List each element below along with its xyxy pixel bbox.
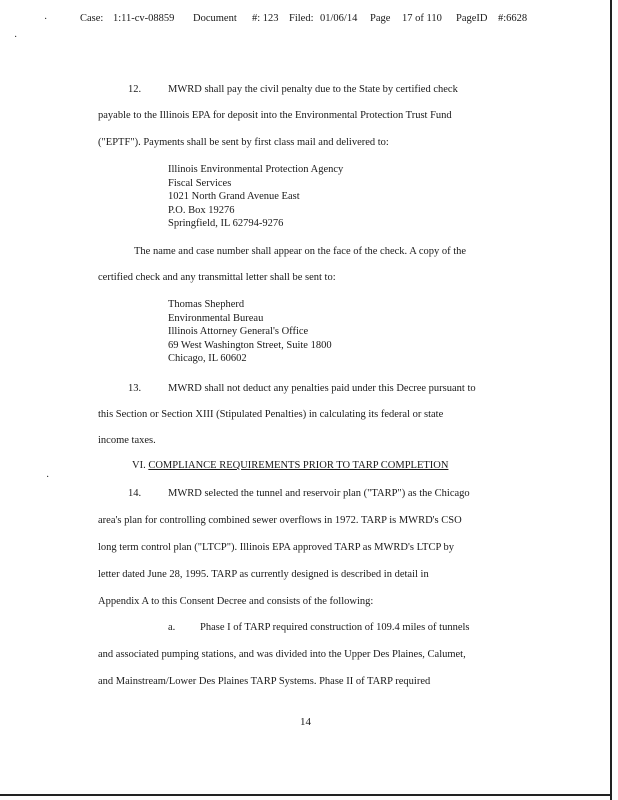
paragraph-12-line: payable to the Illinois EPA for deposit into the Environmental Protection Trust Fund (98, 110, 452, 121)
filed-label: Filed: (289, 13, 314, 24)
pageid-label: PageID (456, 13, 488, 24)
address-line: Illinois Attorney General's Office (168, 326, 309, 337)
address-line: Environmental Bureau (168, 312, 264, 324)
page-edge-bottom (0, 794, 612, 796)
subparagraph-letter: a. (168, 622, 176, 633)
paragraph-number: 12. (128, 84, 142, 95)
address-line: Illinois Environmental Protection Agency (168, 164, 344, 175)
page-edge-right (610, 0, 612, 800)
case-number: 1:11-cv-08859 (113, 13, 175, 24)
paragraph-12-continuation-line: The name and case number shall appear on the face of the check. A copy of the (134, 246, 467, 257)
document-number: #: 123 (252, 13, 279, 24)
address-line: 1021 North Grand Avenue East (168, 191, 300, 202)
paragraph-14-line: Appendix A to this Consent Decree and consists of the following: (98, 596, 374, 607)
paragraph-14-line: long term control plan ("LTCP"). Illinois EPA approved TARP as MWRD's LTCP by (98, 542, 455, 553)
subparagraph-a-line: Phase I of TARP required construction of 109.4 miles of tunnels (200, 622, 470, 633)
address-line: Fiscal Services (168, 177, 232, 189)
section-title: COMPLIANCE REQUIREMENTS PRIOR TO TARP COMPLETION (148, 460, 449, 471)
address-block-illinois-epa (168, 163, 343, 231)
case-label: Case: (80, 13, 104, 24)
paragraph-13-line: MWRD shall not deduct any penalties paid under this Decree pursuant to (168, 383, 476, 394)
address-line: Chicago, IL 60602 (168, 353, 247, 364)
scan-speck: · (14, 32, 18, 43)
document-label: Document (193, 13, 237, 24)
pageid-number: #:6628 (498, 13, 528, 24)
paragraph-13-line: income taxes. (98, 435, 156, 446)
address-line: Springfield, IL 62794-9276 (168, 218, 284, 229)
address-block-attorney-general (168, 298, 332, 366)
address-line: Thomas Shepherd (168, 299, 245, 310)
paragraph-number: 13. (128, 383, 142, 394)
address-line: 69 West Washington Street, Suite 1800 (168, 339, 332, 351)
address-line: P.O. Box 19276 (168, 204, 235, 216)
subparagraph-a-line: and Mainstream/Lower Des Plaines TARP Systems. Phase II of TARP required (98, 676, 431, 687)
paragraph-14-line: area's plan for controlling combined sewer overflows in 1972. TARP is MWRD's CSO (98, 515, 462, 526)
scan-speck: · (46, 472, 50, 483)
paragraph-14-line: MWRD selected the tunnel and reservoir plan ("TARP") as the Chicago (168, 488, 470, 499)
subparagraph-a-line: and associated pumping stations, and was divided into the Upper Des Plaines, Calumet, (98, 649, 466, 660)
paragraph-13-line: this Section or Section XIII (Stipulated Penalties) in calculating its federal or state (98, 409, 444, 420)
paragraph-14-line: letter dated June 28, 1995. TARP as currently designed is described in detail in (98, 569, 429, 580)
page-label: Page (370, 13, 391, 24)
filed-date: 01/06/14 (320, 13, 358, 24)
paragraph-12-line: MWRD shall pay the civil penalty due to the State by certified check (168, 84, 458, 95)
paragraph-12-continuation-line: certified check and any transmittal letter shall be sent to: (98, 272, 336, 283)
paragraph-number: 14. (128, 488, 142, 499)
page-number: 14 (300, 716, 311, 728)
section-heading (132, 460, 448, 471)
page-of: 17 of 110 (402, 13, 442, 24)
paragraph-12-line: ("EPTF"). Payments shall be sent by first class mail and delivered to: (98, 137, 389, 148)
section-numeral: VI. (132, 460, 146, 471)
scan-speck: · (44, 14, 48, 25)
